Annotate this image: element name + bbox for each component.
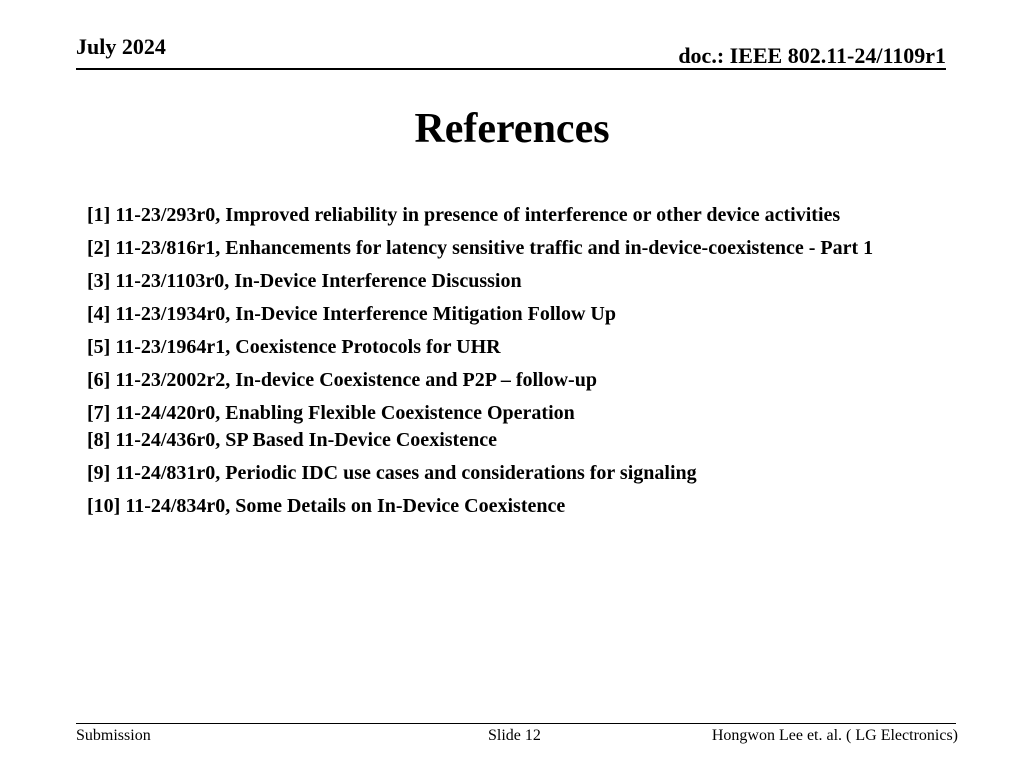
reference-item: [2] 11-23/816r1, Enhancements for latency sensitive traffic and in-device-coexistence - Part 1 — [87, 237, 874, 259]
reference-item: [6] 11-23/2002r2, In-device Coexistence and P2P – follow-up — [87, 369, 597, 391]
footer-author: Hongwon Lee et. al. ( LG Electronics) — [711, 727, 958, 744]
reference-item: [7] 11-24/420r0, Enabling Flexible Coexistence Operation — [87, 402, 575, 424]
reference-list — [87, 203, 1007, 527]
reference-item: [10] 11-24/834r0, Some Details on In-Device Coexistence — [87, 495, 566, 517]
header-divider — [76, 68, 946, 70]
slide-title: References — [414, 106, 610, 152]
reference-item: [1] 11-23/293r0, Improved reliability in presence of interference or other device activities — [87, 204, 841, 226]
reference-item: [8] 11-24/436r0, SP Based In-Device Coexistence — [87, 429, 497, 451]
header-doc-id: doc.: IEEE 802.11-24/1109r1 — [678, 43, 946, 68]
reference-item: [4] 11-23/1934r0, In-Device Interference Mitigation Follow Up — [87, 303, 616, 325]
reference-item: [9] 11-24/831r0, Periodic IDC use cases and considerations for signaling — [87, 462, 697, 484]
reference-item: [5] 11-23/1964r1, Coexistence Protocols for UHR — [87, 336, 501, 358]
footer-slide-number: Slide 12 — [488, 727, 541, 744]
header-date: July 2024 — [76, 34, 166, 59]
reference-item: [3] 11-23/1103r0, In-Device Interference Discussion — [87, 270, 522, 292]
footer-divider — [76, 723, 956, 724]
footer-submission: Submission — [76, 727, 151, 744]
